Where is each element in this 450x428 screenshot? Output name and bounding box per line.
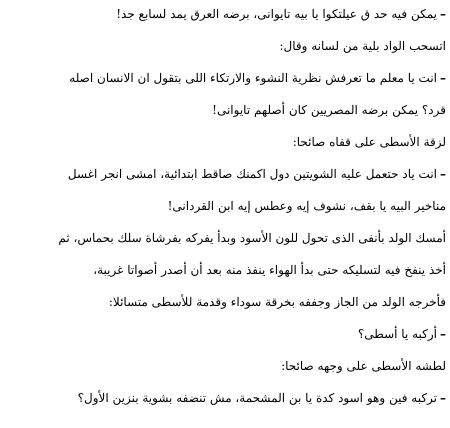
line-text: أخذ ينفخ فيه لتسليكه حتى بدأ الهواء ينفذ منه بعد أن أصدر أصواتا غريبة، (93, 263, 446, 277)
text-line-6 (4, 163, 446, 185)
text-line-12 (4, 355, 446, 377)
text-line-13 (4, 387, 446, 409)
line-text: لطشه الأسطى على وجهه صائحا: (281, 359, 446, 373)
text-line-8 (4, 227, 446, 249)
line-text: انت يا معلم ما تعرفش نظرية النشوء والارتكاء اللى بتقول ان الانسان اصله (69, 71, 437, 85)
line-text: أركبه يا أسطى؟ (357, 327, 437, 341)
line-text: فأخرجه الولد من الجاز وجففه بخرقة سوداء وقدمة للأسطى متسائلا: (108, 295, 446, 309)
dialogue-dash: – (440, 71, 446, 85)
line-text: مناخير البيه يا بقف، نشوف إيه وعطس إيه ابن القردانى! (167, 199, 446, 213)
line-text: اتسحب الواد بلية من لسانه وقال: (279, 39, 446, 53)
text-line-5 (4, 131, 446, 153)
line-text: يمكن فيه حد ق عيلتكوا يا بيه تايوانى، برضه العرق يمد لسابع جد! (116, 7, 437, 21)
text-line-9 (4, 259, 446, 281)
line-text: انت ياد حتعمل عليه الشويتين دول اكمنك صاقط ابتدائية، امشى انجر اغسل (67, 167, 437, 181)
text-line-2 (4, 35, 446, 57)
line-text: تركبه فين وهو اسود كدة يا بن المشحمة، مش تنضفه بشوية بنزين الأول؟ (77, 391, 437, 405)
text-line-7 (4, 195, 446, 217)
line-text: لزقة الأسطى على قفاه صائحا: (292, 135, 446, 149)
text-line-11 (4, 323, 446, 345)
text-line-4 (4, 99, 446, 121)
dialogue-dash: – (440, 7, 446, 21)
dialogue-dash: – (440, 167, 446, 181)
text-line-10 (4, 291, 446, 313)
line-text: أمسك الولد بأنفى الذى تحول للون الأسود وبدأ يفركه بفرشاة سلك بحماس، ثم (58, 231, 446, 245)
text-line-3 (4, 67, 446, 89)
dialogue-dash: – (440, 327, 446, 341)
line-text: قرد؟ يمكن برضه المصريين كان أصلهم تايوانى! (212, 103, 446, 117)
dialogue-dash: – (440, 391, 446, 405)
text-line-1 (4, 3, 446, 25)
